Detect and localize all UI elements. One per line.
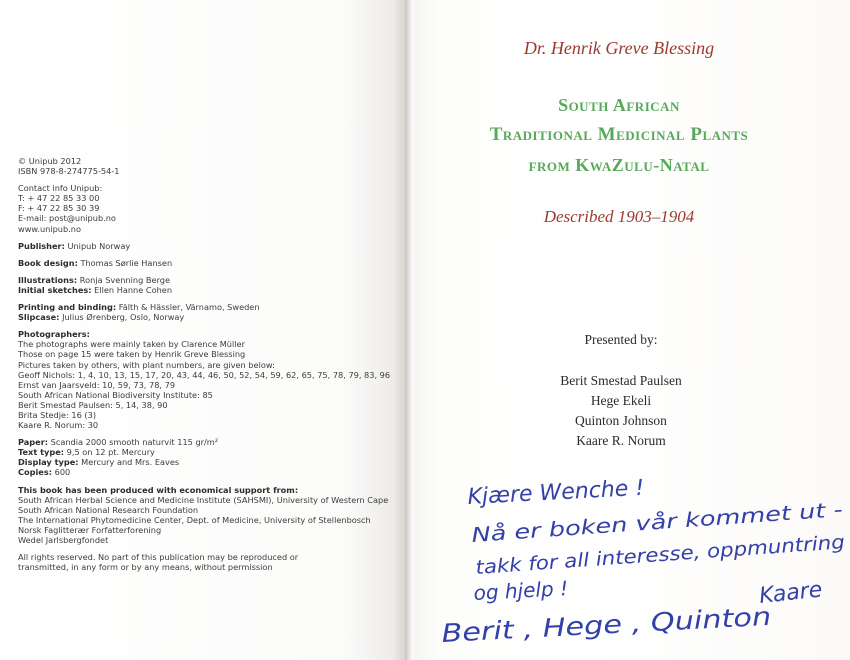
initial-sketches-line	[18, 285, 398, 295]
copies-label: Copies:	[18, 467, 53, 478]
publisher-value: Unipub Norway	[67, 240, 131, 251]
rights-block	[18, 552, 398, 572]
photographers-line: South African National Biodiversity Institute: 85	[18, 389, 213, 400]
photographers-line: Berit Smestad Paulsen: 5, 14, 38, 90	[18, 399, 168, 410]
printing-label: Printing and binding:	[18, 302, 117, 313]
book-design-label: Book design:	[18, 257, 78, 268]
paper-label: Paper:	[18, 437, 49, 448]
presenter-name: Quinton Johnson	[575, 413, 667, 428]
copies-line	[18, 467, 398, 477]
imprint-page	[0, 0, 405, 660]
illustrations-label: Illustrations:	[18, 274, 78, 285]
handwriting-signature: Kaare	[758, 577, 824, 609]
imprint-text	[18, 156, 398, 579]
support-line: The International Phytomedicine Center, Dept. of Medicine, University of Stellenbosch	[18, 514, 371, 525]
presented-by-label: Presented by:	[584, 332, 658, 347]
illustrations-value: Ronja Svenning Berge	[79, 274, 171, 285]
slipcase-line	[18, 312, 398, 322]
photographers-label: Photographers:	[18, 329, 90, 340]
handwriting-line: Nå er boken vår kommet ut -	[470, 502, 763, 547]
slipcase-value: Julius Ørenberg, Oslo, Norway	[62, 312, 185, 323]
contact-fax: F: + 47 22 85 30 39	[18, 203, 100, 214]
copyright-line: © Unipub 2012	[18, 156, 82, 166]
support-block	[18, 485, 398, 546]
photographers-line: Brita Stedje: 16 (3)	[18, 409, 97, 420]
photographers-line: The photographs were mainly taken by Clarence Müller	[18, 339, 245, 350]
book-design-value: Thomas Sørlie Hansen	[80, 257, 173, 268]
publisher-line	[18, 241, 398, 251]
title-line: Traditional Medicinal Plants	[489, 124, 749, 145]
support-line: South African Herbal Science and Medicine Institute (SAHSMI), University of Western Cape	[18, 494, 389, 505]
display-type-value: Mercury and Mrs. Eaves	[81, 457, 180, 468]
title-line: South African	[558, 95, 680, 115]
support-line: South African National Research Foundation	[18, 504, 199, 515]
photographers-line: Kaare R. Norum: 30	[18, 420, 99, 431]
display-type-label: Display type:	[18, 457, 79, 468]
presenter-name: Berit Smestad Paulsen	[560, 373, 682, 388]
printing-line	[18, 302, 398, 312]
display-type-line	[18, 457, 398, 467]
contact-web: www.unipub.no	[18, 223, 81, 234]
presenter-name: Hege Ekeli	[590, 393, 652, 408]
paper-line	[18, 437, 398, 447]
contact-email: E-mail: post@unipub.no	[18, 213, 116, 224]
isbn-line: ISBN 978-8-274775-54-1	[18, 166, 120, 177]
book-design-line	[18, 258, 398, 268]
book-gutter	[405, 0, 414, 660]
presenter-list	[414, 371, 828, 451]
handwritten-dedication	[420, 470, 850, 660]
paper-value: Scandia 2000 smooth naturvit 115 gr/m²	[50, 437, 219, 448]
handwriting-signature: Berit , Hege , Quinton	[440, 604, 714, 648]
illustrations-line	[18, 275, 398, 285]
rights-line: transmitted, in any form or by any means, without permission	[18, 562, 273, 573]
production-block	[18, 437, 398, 477]
photographers-line: Pictures taken by others, with plant numbers, are given below:	[18, 359, 275, 370]
handwriting-line: og hjelp !	[473, 576, 569, 605]
text-type-line	[18, 447, 398, 457]
text-type-label: Text type:	[18, 447, 65, 458]
handwriting-line: takk for all interesse, oppmuntring	[474, 534, 806, 579]
printing-value: Fälth & Hässler, Värnamo, Sweden	[118, 302, 260, 313]
initial-sketches-value: Ellen Hanne Cohen	[94, 284, 173, 295]
rights-line: All rights reserved. No part of this publication may be reproduced or	[18, 552, 299, 563]
text-type-value: 9,5 on 12 pt. Mercury	[66, 447, 155, 458]
described-years: Described 1903–1904	[543, 207, 695, 226]
handwriting-svg	[420, 470, 850, 660]
presenter-name: Kaare R. Norum	[576, 433, 666, 448]
book-title	[414, 90, 824, 180]
author-name: Dr. Henrik Greve Blessing	[523, 38, 715, 58]
initial-sketches-label: Initial sketches:	[18, 284, 92, 295]
publisher-label: Publisher:	[18, 240, 65, 251]
support-line: Wedel Jarlsbergfondet	[18, 535, 109, 545]
support-line: Norsk Faglitterær Forfatterforening	[18, 524, 162, 535]
photographers-line: Geoff Nichols: 1, 4, 10, 13, 15, 17, 20, 43, 44, 46, 50, 52, 54, 59, 62, 65, 75, 78, 79, 83, 96	[18, 369, 391, 380]
photographers-block	[18, 329, 398, 430]
photographers-line: Ernst van Jaarsveld: 10, 59, 73, 78, 79	[18, 379, 176, 390]
support-label: This book has been produced with economical support from:	[18, 484, 299, 495]
contact-heading: Contact info Unipub:	[18, 183, 103, 194]
photographers-line: Those on page 15 were taken by Henrik Greve Blessing	[18, 349, 246, 360]
slipcase-label: Slipcase:	[18, 312, 60, 323]
title-line: from KwaZulu-Natal	[528, 155, 710, 175]
handwriting-line: Kjære Wenche !	[467, 475, 645, 510]
copies-value: 600	[54, 467, 71, 478]
contact-block	[18, 183, 398, 233]
contact-phone: T: + 47 22 85 33 00	[18, 193, 100, 204]
